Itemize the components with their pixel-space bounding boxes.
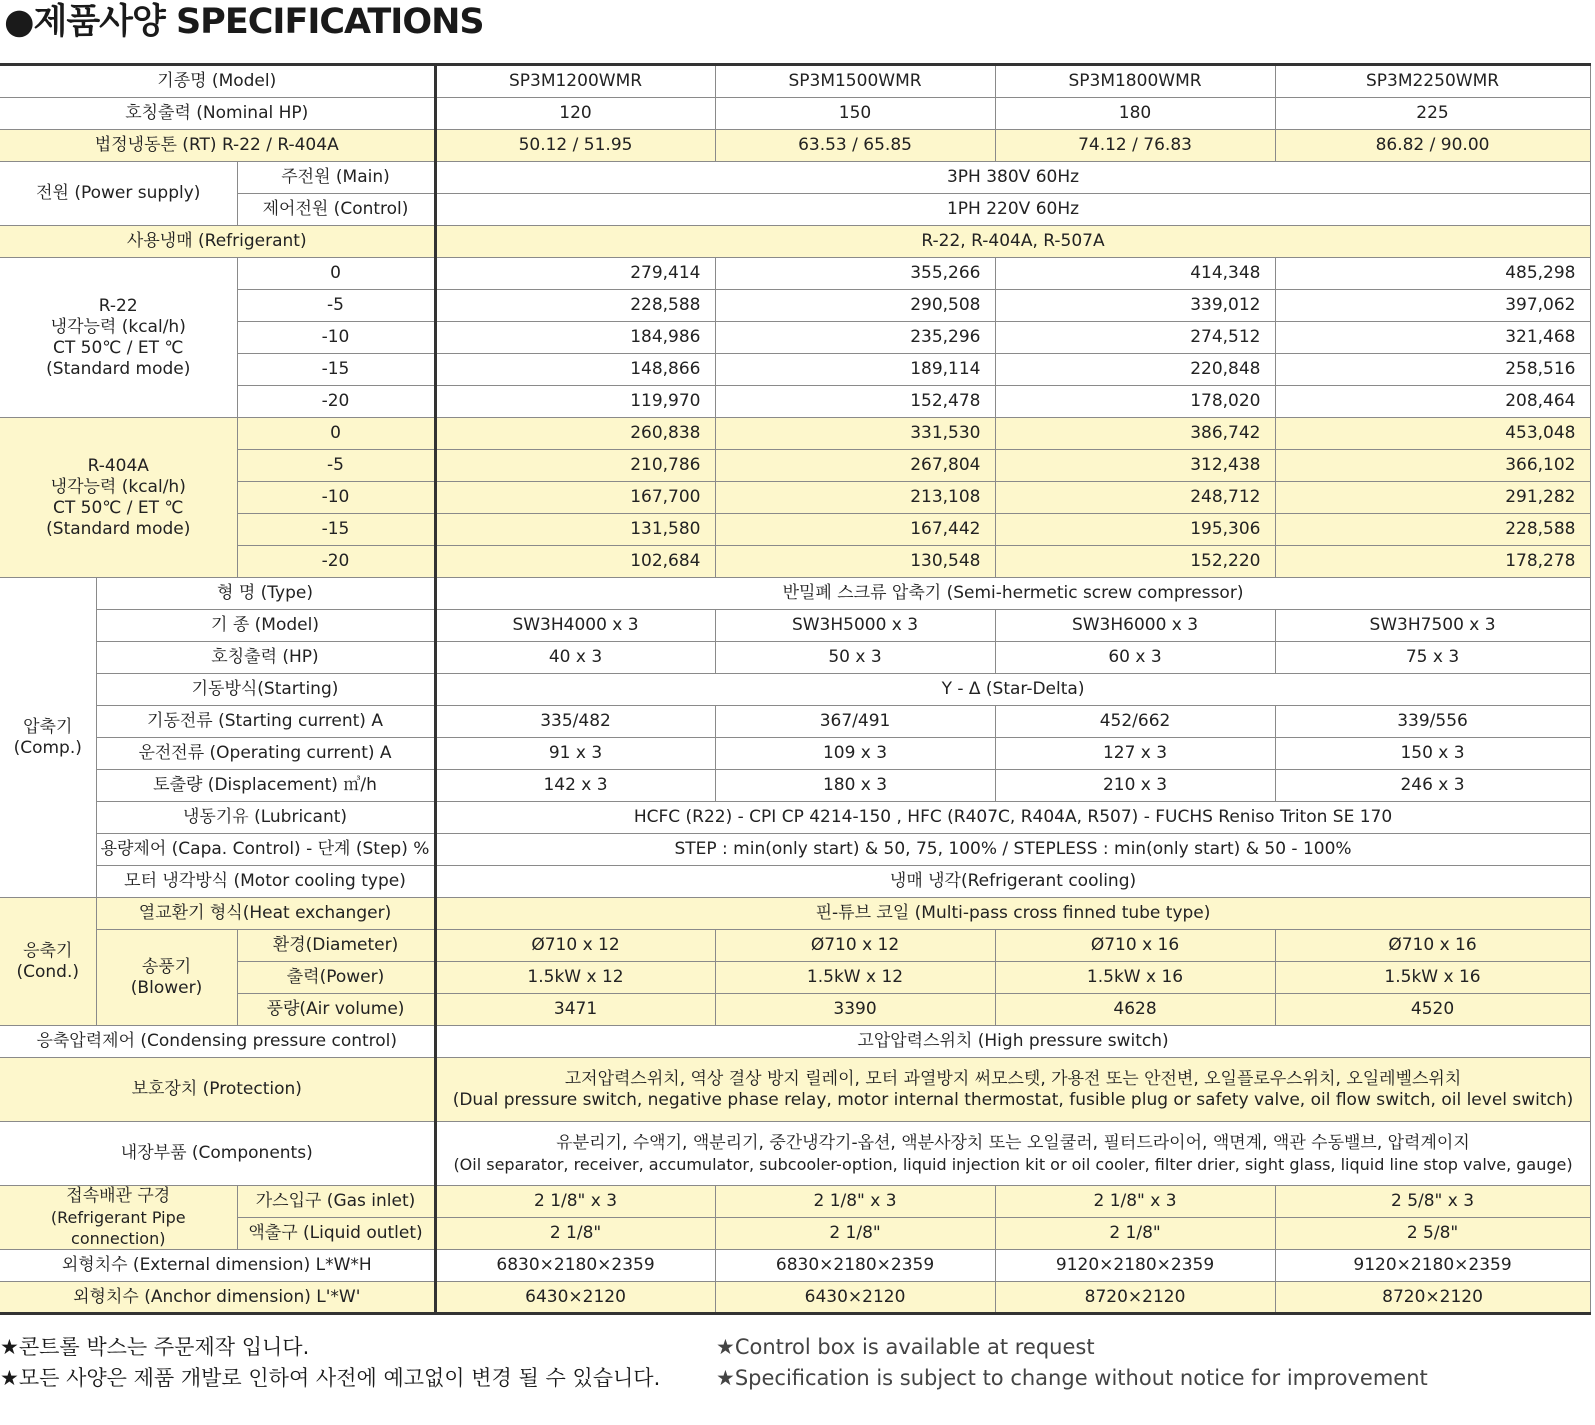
label-r404a-block [0,418,237,578]
liquid-outlet-3: 2 1/8" [995,1218,1275,1250]
footer-note-en-1: ★Control box is available at request [716,1335,1095,1359]
row-starting [0,674,1590,706]
protection-value [435,1058,1590,1122]
displacement-4: 246 x 3 [1275,770,1590,802]
et-label: -5 [237,290,435,322]
diameter-1: Ø710 x 12 [435,930,715,962]
row-refrigerant [0,226,1590,258]
label-comp-hp: 호칭출력 (HP) [96,642,435,674]
r404a-cell: 228,588 [1275,514,1590,546]
label-diameter: 환경(Diameter) [237,930,435,962]
r404a-cell: 102,684 [435,546,715,578]
power-3: 1.5kW x 16 [995,962,1275,994]
air-volume-3: 4628 [995,994,1275,1026]
label-air-volume: 풍량(Air volume) [237,994,435,1026]
et-label: -10 [237,322,435,354]
et-label: -15 [237,514,435,546]
anchor-dim-4: 8720×2120 [1275,1282,1590,1314]
footer-notes-en [716,1332,1428,1394]
et-label: -15 [237,354,435,386]
r22-cell: 235,296 [715,322,995,354]
row-r22-2 [0,322,1590,354]
row-r404a-4 [0,546,1590,578]
lubricant-value: HCFC (R22) - CPI CP 4214-150 , HFC (R407C, R404A, R507) - FUCHS Reniso Triton SE 170 [435,802,1590,834]
r404a-cell: 131,580 [435,514,715,546]
r22-cell: 414,348 [995,258,1275,290]
label-starting-current: 기동전류 (Starting current) A [96,706,435,738]
footer-note-en-2: ★Specification is subject to change without notice for improvement [716,1366,1428,1390]
protection-line-kr: 고저압력스위치, 역상 결상 방지 릴레이, 모터 과열방지 써모스텟, 가용전 또는 안전변, 오일플로우스위치, 오일레벨스위치 [564,1068,1462,1089]
r404a-cell: 213,108 [715,482,995,514]
r404a-cell: 210,786 [435,450,715,482]
nominal-hp-3: 180 [995,98,1275,130]
blower-line-1: 송풍기 [141,956,192,977]
label-blower-block [96,930,237,1026]
label-r22-block [0,258,237,418]
nominal-hp-2: 150 [715,98,995,130]
liquid-outlet-4: 2 5/8" [1275,1218,1590,1250]
row-lubricant [0,802,1590,834]
air-volume-2: 3390 [715,994,995,1026]
label-comp-block [0,578,96,898]
anchor-dim-3: 8720×2120 [995,1282,1275,1314]
power-4: 1.5kW x 16 [1275,962,1590,994]
row-r404a-1 [0,450,1590,482]
r22-cell: 279,414 [435,258,715,290]
r404a-cell: 130,548 [715,546,995,578]
r404a-cell: 331,530 [715,418,995,450]
row-rt [0,130,1590,162]
et-label: -10 [237,482,435,514]
footer-note-kr-1: ★콘트롤 박스는 주문제작 입니다. [0,1335,310,1359]
power-control-value: 1PH 220V 60Hz [435,194,1590,226]
r404a-line-3: CT 50℃ / ET ℃ [52,497,184,518]
row-r22-3 [0,354,1590,386]
label-power: 출력(Power) [237,962,435,994]
row-operating-current [0,738,1590,770]
r404a-cell: 167,700 [435,482,715,514]
label-capa-control: 용량제어 (Capa. Control) - 단계 (Step) % [96,834,435,866]
row-comp-type [0,578,1590,610]
row-nominal-hp [0,98,1590,130]
et-label: -20 [237,386,435,418]
label-rt: 법정냉동톤 (RT) R-22 / R-404A [0,130,435,162]
external-dim-4: 9120×2180×2359 [1275,1250,1590,1282]
label-refrigerant: 사용냉매 (Refrigerant) [0,226,435,258]
r22-cell: 208,464 [1275,386,1590,418]
r404a-cell: 260,838 [435,418,715,450]
gas-inlet-2: 2 1/8" x 3 [715,1186,995,1218]
external-dim-3: 9120×2180×2359 [995,1250,1275,1282]
r22-cell: 220,848 [995,354,1275,386]
r404a-cell: 167,442 [715,514,995,546]
row-comp-model [0,610,1590,642]
label-anchor-dim: 외형치수 (Anchor dimension) L'*W' [0,1282,435,1314]
comp-hp-3: 60 x 3 [995,642,1275,674]
diameter-3: Ø710 x 16 [995,930,1275,962]
gas-inlet-4: 2 5/8" x 3 [1275,1186,1590,1218]
label-main: 주전원 (Main) [237,162,435,194]
model-4: SP3M2250WMR [1275,65,1590,98]
row-gas-inlet [0,1186,1590,1218]
label-model: 기종명 (Model) [0,65,435,98]
row-r22-4 [0,386,1590,418]
power-2: 1.5kW x 12 [715,962,995,994]
model-3: SP3M1800WMR [995,65,1275,98]
r22-cell: 485,298 [1275,258,1590,290]
label-control: 제어전원 (Control) [237,194,435,226]
row-model [0,65,1590,98]
label-operating-current: 운전전류 (Operating current) A [96,738,435,770]
r22-line-4: (Standard mode) [46,358,191,379]
comp-line-1: 압축기 [23,716,73,737]
r22-line-1: R-22 [98,295,138,316]
r22-cell: 148,866 [435,354,715,386]
comp-hp-4: 75 x 3 [1275,642,1590,674]
label-components: 내장부품 (Components) [0,1122,435,1186]
capa-control-value: STEP : min(only start) & 50, 75, 100% / STEPLESS : min(only start) & 50 - 100% [435,834,1590,866]
r404a-line-4: (Standard mode) [46,518,191,539]
row-components [0,1122,1590,1186]
power-main-value: 3PH 380V 60Hz [435,162,1590,194]
label-comp-type: 형 명 (Type) [96,578,435,610]
r404a-cell: 312,438 [995,450,1275,482]
liquid-outlet-2: 2 1/8" [715,1218,995,1250]
gas-inlet-1: 2 1/8" x 3 [435,1186,715,1218]
label-heat-exchanger: 열교환기 형식(Heat exchanger) [96,898,435,930]
r22-line-3: CT 50℃ / ET ℃ [52,337,184,358]
row-starting-current [0,706,1590,738]
liquid-outlet-1: 2 1/8" [435,1218,715,1250]
comp-type-value: 반밀폐 스크류 압축기 (Semi-hermetic screw compressor) [435,578,1590,610]
starting-current-4: 339/556 [1275,706,1590,738]
r22-cell: 339,012 [995,290,1275,322]
starting-current-3: 452/662 [995,706,1275,738]
cond-pressure-value: 고압압력스위치 (High pressure switch) [435,1026,1590,1058]
protection-line-en: (Dual pressure switch, negative phase relay, motor internal thermostat, fusible plug or safety valve, oil flow switch, oil level switch) [452,1089,1574,1110]
r404a-cell: 366,102 [1275,450,1590,482]
gas-inlet-3: 2 1/8" x 3 [995,1186,1275,1218]
r22-cell: 274,512 [995,322,1275,354]
et-label: -5 [237,450,435,482]
starting-value: Y - Δ (Star-Delta) [435,674,1590,706]
row-anchor-dim [0,1282,1590,1314]
row-heat-exchanger [0,898,1590,930]
operating-current-3: 127 x 3 [995,738,1275,770]
comp-hp-2: 50 x 3 [715,642,995,674]
components-line-en: (Oil separator, receiver, accumulator, subcooler-option, liquid injection kit or oil cooler, filter drier, sight glass, liquid line stop valve, gauge) [453,1154,1573,1174]
operating-current-1: 91 x 3 [435,738,715,770]
anchor-dim-2: 6430×2120 [715,1282,995,1314]
components-line-kr: 유분리기, 수액기, 액분리기, 중간냉각기-옵션, 액분사장치 또는 오일쿨러, 필터드라이어, 액면계, 액관 수동밸브, 압력계이지 [556,1132,1470,1153]
et-label: 0 [237,418,435,450]
label-liquid-outlet: 액출구 (Liquid outlet) [237,1218,435,1250]
pipe-line-1: 접속배관 구경 [66,1186,171,1206]
row-comp-hp [0,642,1590,674]
diameter-2: Ø710 x 12 [715,930,995,962]
comp-line-2: (Comp.) [13,737,82,758]
rt-1: 50.12 / 51.95 [435,130,715,162]
label-external-dim: 외형치수 (External dimension) L*W*H [0,1250,435,1282]
r22-cell: 119,970 [435,386,715,418]
model-2: SP3M1500WMR [715,65,995,98]
row-power [0,962,1590,994]
r22-cell: 397,062 [1275,290,1590,322]
r22-cell: 355,266 [715,258,995,290]
r404a-line-2: 냉각능력 (kcal/h) [50,476,186,497]
model-1: SP3M1200WMR [435,65,715,98]
r404a-cell: 178,278 [1275,546,1590,578]
row-displacement [0,770,1590,802]
comp-hp-1: 40 x 3 [435,642,715,674]
r404a-cell: 195,306 [995,514,1275,546]
label-nominal-hp: 호칭출력 (Nominal HP) [0,98,435,130]
row-r404a-2 [0,482,1590,514]
displacement-3: 210 x 3 [995,770,1275,802]
row-r404a-0 [0,418,1590,450]
specifications-table [0,63,1591,1315]
comp-model-1: SW3H4000 x 3 [435,610,715,642]
comp-model-3: SW3H6000 x 3 [995,610,1275,642]
label-power-supply: 전원 (Power supply) [0,162,237,226]
label-displacement: 토출량 (Displacement) ㎥/h [96,770,435,802]
r22-line-2: 냉각능력 (kcal/h) [50,316,186,337]
heat-exchanger-value: 핀-튜브 코일 (Multi-pass cross finned tube type) [435,898,1590,930]
external-dim-2: 6830×2180×2359 [715,1250,995,1282]
displacement-1: 142 x 3 [435,770,715,802]
label-pipe-block [0,1186,237,1250]
starting-current-2: 367/491 [715,706,995,738]
r22-cell: 152,478 [715,386,995,418]
r404a-cell: 291,282 [1275,482,1590,514]
r22-cell: 228,588 [435,290,715,322]
row-cond-pressure [0,1026,1590,1058]
row-external-dim [0,1250,1590,1282]
comp-model-2: SW3H5000 x 3 [715,610,995,642]
rt-4: 86.82 / 90.00 [1275,130,1590,162]
cond-line-1: 응축기 [23,940,73,961]
rt-3: 74.12 / 76.83 [995,130,1275,162]
pipe-line-2: (Refrigerant Pipe connection) [50,1208,186,1248]
label-comp-model: 기 종 (Model) [96,610,435,642]
displacement-2: 180 x 3 [715,770,995,802]
rt-2: 63.53 / 65.85 [715,130,995,162]
components-value [435,1122,1590,1186]
r404a-line-1: R-404A [87,455,149,476]
row-liquid-outlet [0,1218,1590,1250]
row-protection [0,1058,1590,1122]
r404a-cell: 248,712 [995,482,1275,514]
row-capa-control [0,834,1590,866]
r22-cell: 184,986 [435,322,715,354]
comp-model-4: SW3H7500 x 3 [1275,610,1590,642]
row-motor-cooling [0,866,1590,898]
row-power-control [0,194,1590,226]
row-r404a-3 [0,514,1590,546]
r22-cell: 178,020 [995,386,1275,418]
row-air-volume [0,994,1590,1026]
r404a-cell: 386,742 [995,418,1275,450]
r404a-cell: 267,804 [715,450,995,482]
r404a-cell: 152,220 [995,546,1275,578]
label-cond-block [0,898,96,1026]
operating-current-4: 150 x 3 [1275,738,1590,770]
air-volume-1: 3471 [435,994,715,1026]
r22-cell: 258,516 [1275,354,1590,386]
r404a-cell: 453,048 [1275,418,1590,450]
operating-current-2: 109 x 3 [715,738,995,770]
diameter-4: Ø710 x 16 [1275,930,1590,962]
refrigerant-value: R-22, R-404A, R-507A [435,226,1590,258]
row-power-main [0,162,1590,194]
label-gas-inlet: 가스입구 (Gas inlet) [237,1186,435,1218]
r22-cell: 290,508 [715,290,995,322]
r22-cell: 321,468 [1275,322,1590,354]
et-label: -20 [237,546,435,578]
page-title: ●제품사양 SPECIFICATIONS [4,2,484,42]
et-label: 0 [237,258,435,290]
label-lubricant: 냉동기유 (Lubricant) [96,802,435,834]
footer-note-kr-2: ★모든 사양은 제품 개발로 인하여 사전에 예고없이 변경 될 수 있습니다. [0,1366,661,1390]
nominal-hp-1: 120 [435,98,715,130]
anchor-dim-1: 6430×2120 [435,1282,715,1314]
cond-line-2: (Cond.) [16,961,79,982]
label-cond-pressure: 응축압력제어 (Condensing pressure control) [0,1026,435,1058]
footer-notes-kr [0,1332,660,1394]
motor-cooling-value: 냉매 냉각(Refrigerant cooling) [435,866,1590,898]
blower-line-2: (Blower) [130,977,203,998]
label-motor-cooling: 모터 냉각방식 (Motor cooling type) [96,866,435,898]
row-r22-1 [0,290,1590,322]
label-protection: 보호장치 (Protection) [0,1058,435,1122]
r22-cell: 189,114 [715,354,995,386]
row-diameter [0,930,1590,962]
row-r22-0 [0,258,1590,290]
label-starting: 기동방식(Starting) [96,674,435,706]
external-dim-1: 6830×2180×2359 [435,1250,715,1282]
nominal-hp-4: 225 [1275,98,1590,130]
air-volume-4: 4520 [1275,994,1590,1026]
starting-current-1: 335/482 [435,706,715,738]
power-1: 1.5kW x 12 [435,962,715,994]
